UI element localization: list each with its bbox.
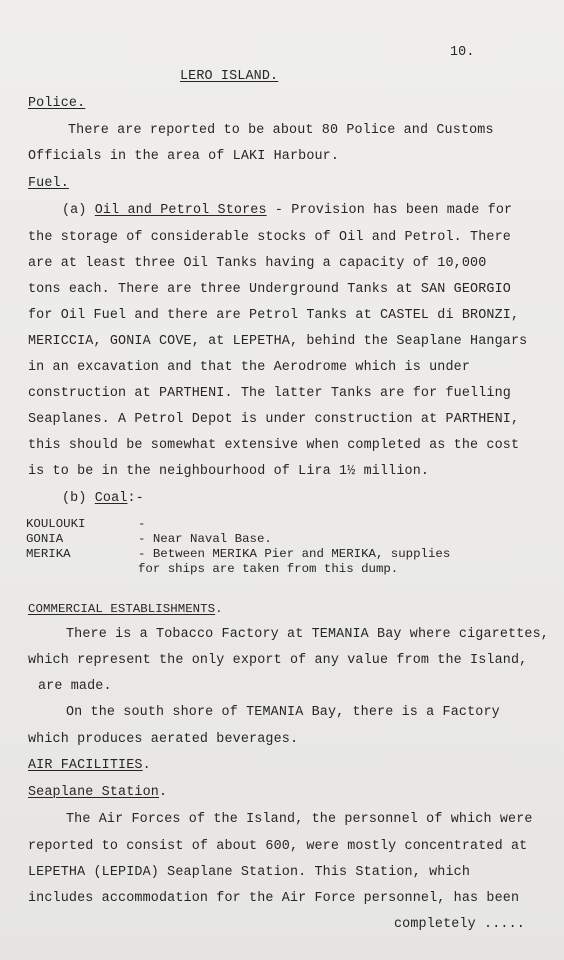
coal-desc: - bbox=[138, 517, 146, 531]
oil-line-10: is to be in the neighbourhood of Lira 1½ million. bbox=[28, 464, 430, 479]
air-line-2: reported to consist of about 600, were mostly concentrated at bbox=[28, 839, 528, 854]
commercial-heading-line bbox=[28, 600, 223, 618]
commercial-heading: COMMERCIAL ESTABLISHMENTS bbox=[28, 602, 216, 616]
oil-line-7: construction at PARTHENI. The latter Tanks are for fuelling bbox=[28, 386, 511, 401]
oil-line-2: are at least three Oil Tanks having a capacity of 10,000 bbox=[28, 256, 487, 271]
police-heading: Police. bbox=[28, 96, 86, 111]
commercial-line-3: are made. bbox=[38, 679, 112, 694]
oil-line-9: this should be somewhat extensive when completed as the cost bbox=[28, 438, 520, 453]
oil-line-1: the storage of considerable stocks of Oil and Petrol. There bbox=[28, 230, 511, 245]
coal-heading: Coal bbox=[94, 491, 128, 506]
coal-desc: for ships are taken from this dump. bbox=[138, 562, 399, 576]
commercial-line-5: which produces aerated beverages. bbox=[28, 732, 299, 747]
coal-place: KOULOUKI bbox=[26, 517, 86, 531]
seaplane-heading-line bbox=[28, 784, 167, 802]
air-line-4: includes accommodation for the Air Force personnel, has been bbox=[28, 891, 520, 906]
page-number: 10. bbox=[450, 45, 475, 60]
continuation-text: completely ..... bbox=[394, 917, 525, 932]
police-line-2: Officials in the area of LAKI Harbour. bbox=[28, 149, 340, 164]
coal-suffix: :- bbox=[127, 491, 144, 506]
document-title: LERO ISLAND. bbox=[180, 69, 279, 84]
coal-place: GONIA bbox=[26, 532, 64, 546]
seaplane-heading-suffix: . bbox=[158, 785, 168, 800]
oil-heading: Oil and Petrol Stores bbox=[94, 203, 267, 218]
oil-line-4: for Oil Fuel and there are Petrol Tanks at CASTEL di BRONZI, bbox=[28, 308, 520, 323]
oil-first-line-rest: - Provision has been made for bbox=[266, 203, 513, 218]
coal-desc: - Between MERIKA Pier and MERIKA, supplies bbox=[138, 547, 451, 561]
oil-line-6: in an excavation and that the Aerodrome which is under bbox=[28, 360, 471, 375]
coal-place: MERIKA bbox=[26, 547, 71, 561]
air-heading-suffix: . bbox=[142, 758, 151, 773]
air-heading: AIR FACILITIES bbox=[28, 758, 143, 773]
coal-prefix: (b) bbox=[62, 491, 95, 506]
coal-line bbox=[62, 490, 144, 508]
commercial-line-4: On the south shore of TEMANIA Bay, there is a Factory bbox=[66, 705, 500, 720]
oil-line-3: tons each. There are three Underground Tanks at SAN GEORGIO bbox=[28, 282, 511, 297]
commercial-heading-suffix: . bbox=[215, 602, 223, 616]
police-line-1: There are reported to be about 80 Police and Customs bbox=[68, 123, 494, 138]
coal-desc: - Near Naval Base. bbox=[138, 532, 272, 546]
fuel-heading: Fuel. bbox=[28, 176, 69, 191]
commercial-line-2: which represent the only export of any value from the Island, bbox=[28, 653, 528, 668]
air-line-3: LEPETHA (LEPIDA) Seaplane Station. This Station, which bbox=[28, 865, 471, 880]
oil-prefix: (a) bbox=[62, 203, 95, 218]
air-line-1: The Air Forces of the Island, the personnel of which were bbox=[66, 812, 533, 827]
oil-line-5: MERICCIA, GONIA COVE, at LEPETHA, behind the Seaplane Hangars bbox=[28, 334, 528, 349]
oil-line-8: Seaplanes. A Petrol Depot is under construction at PARTHENI, bbox=[28, 412, 520, 427]
air-heading-line bbox=[28, 757, 151, 775]
seaplane-heading: Seaplane Station bbox=[28, 785, 159, 800]
oil-first-line bbox=[62, 202, 512, 220]
commercial-line-1: There is a Tobacco Factory at TEMANIA Bay where cigarettes, bbox=[66, 627, 549, 642]
